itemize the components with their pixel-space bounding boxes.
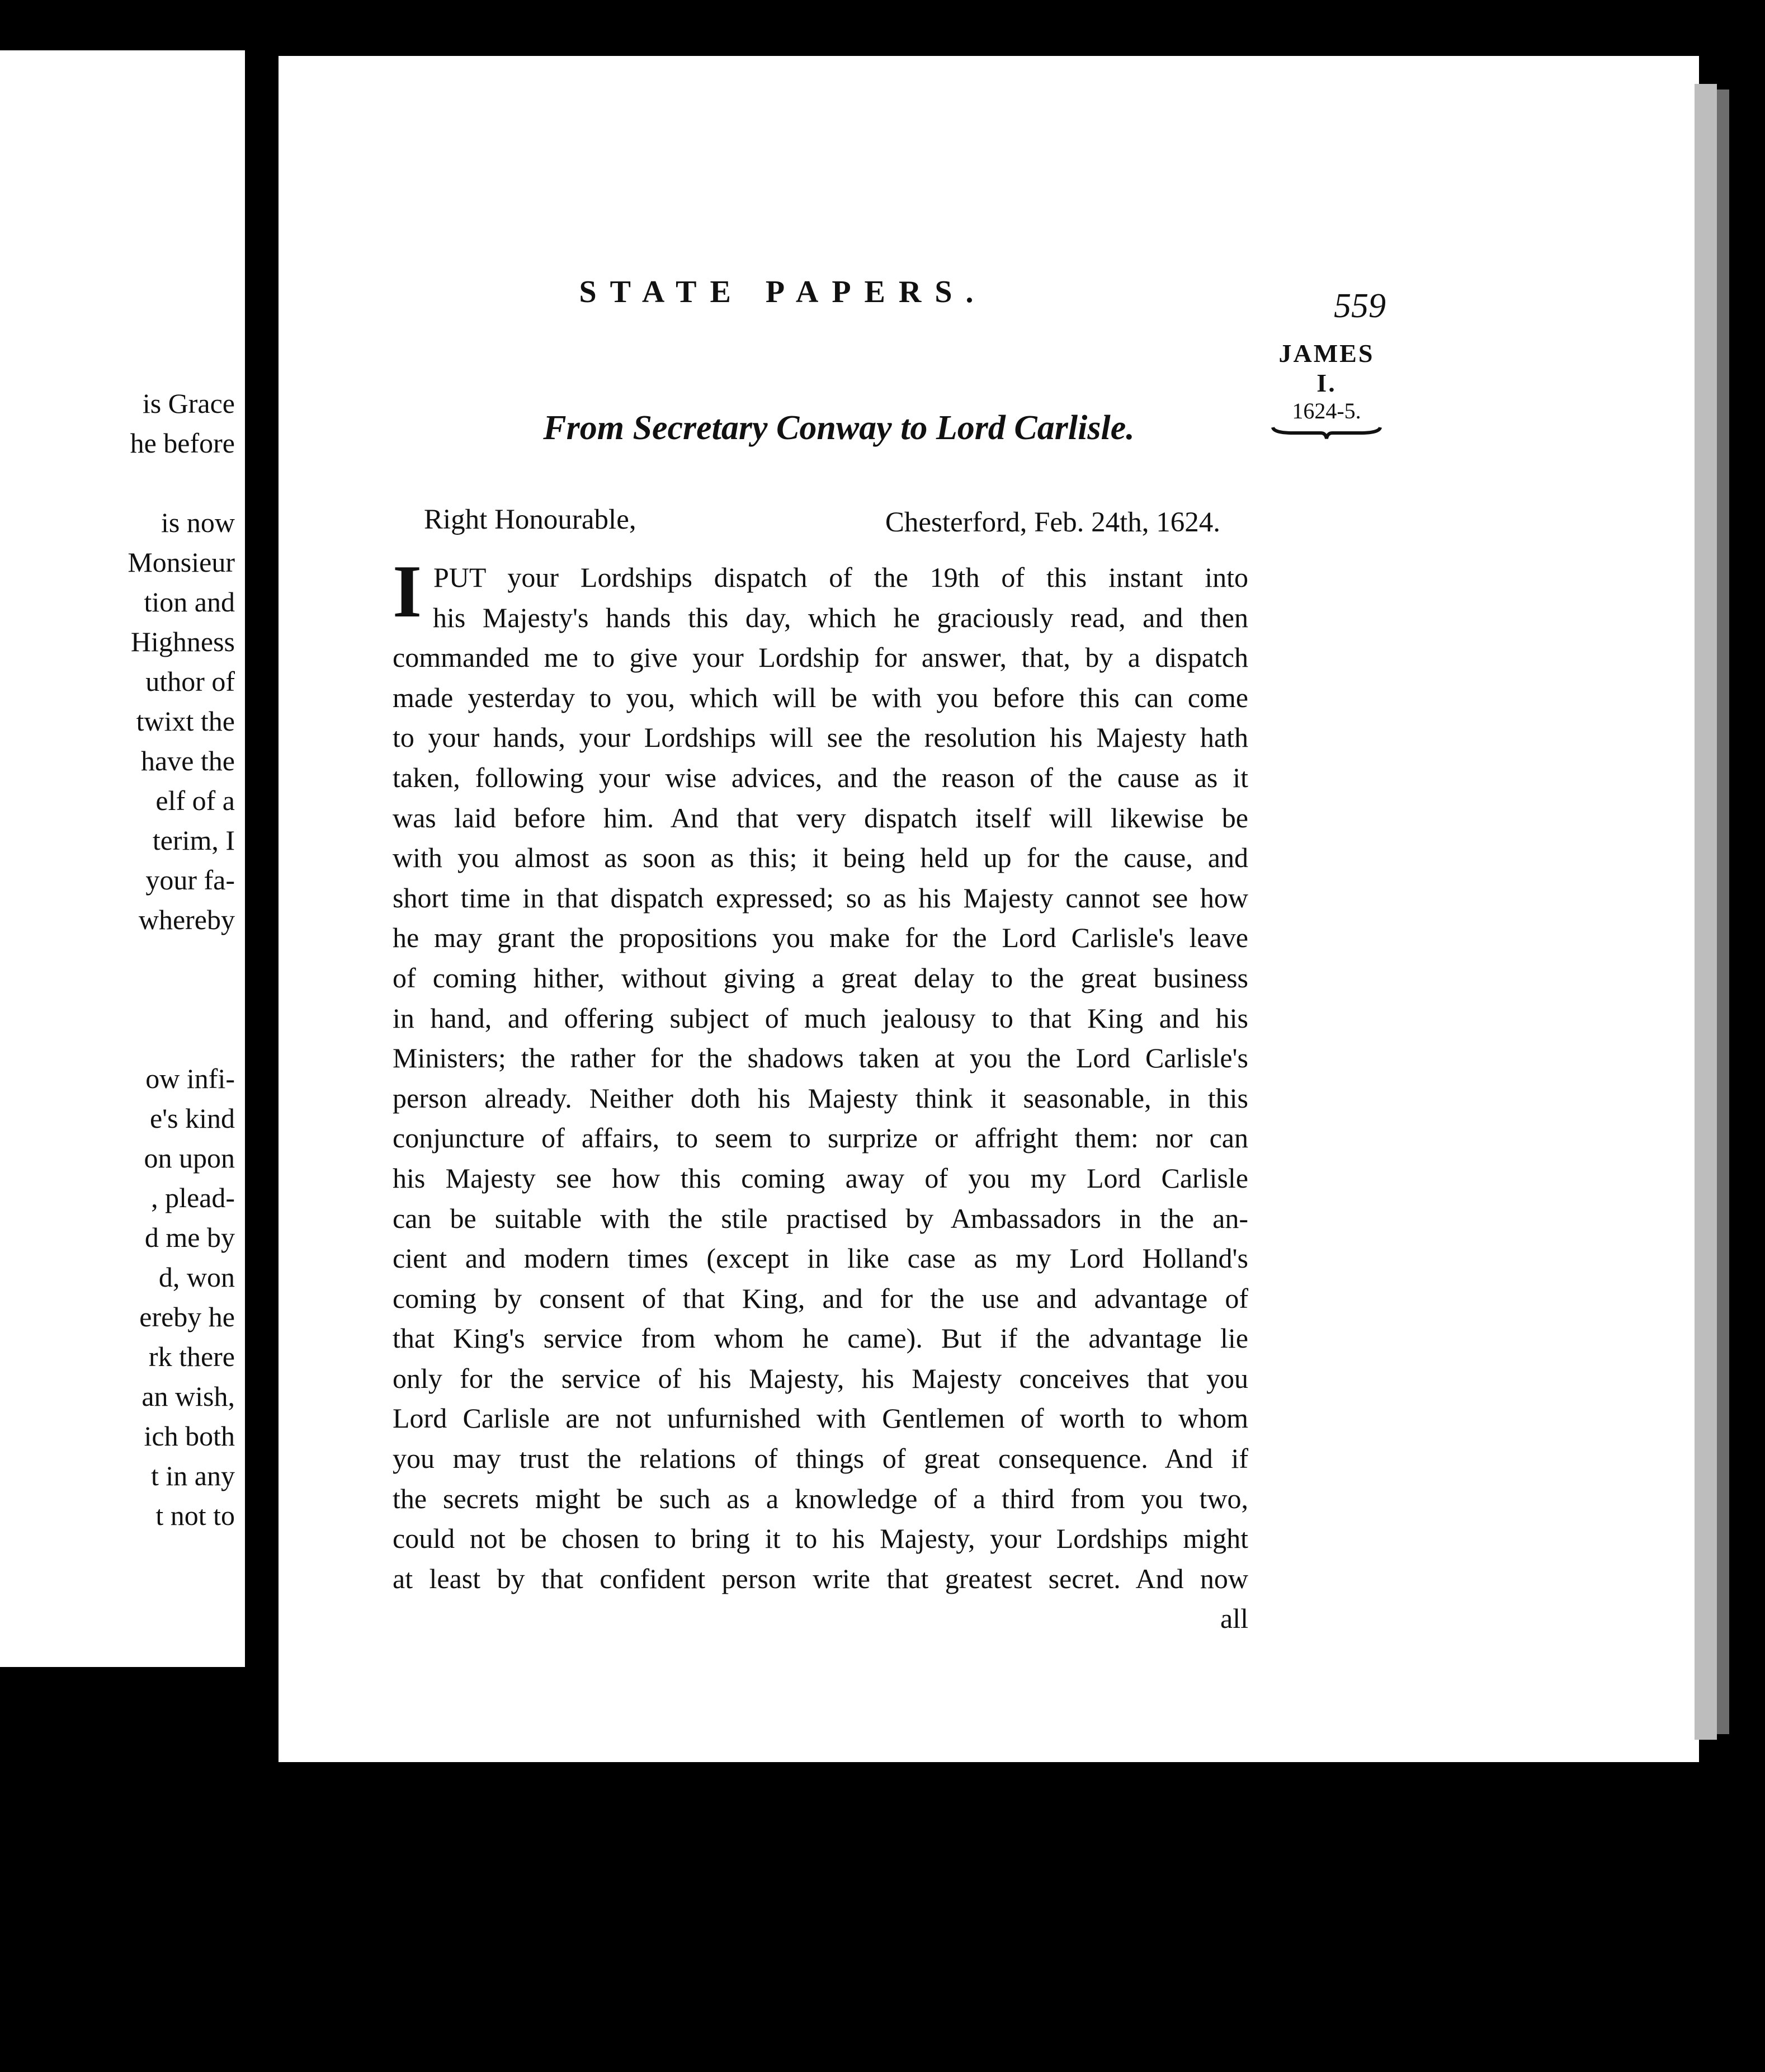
left-page-line: elf of a [155, 785, 235, 816]
salutation: Right Honourable, [424, 504, 636, 535]
left-page-line: uthor of [145, 666, 235, 697]
left-page-line: d me by [144, 1222, 235, 1253]
left-page-line [0, 463, 235, 503]
left-page-line: , plead- [151, 1182, 235, 1213]
letter-body [393, 558, 1248, 1639]
text-line: only for the service of his Majesty, his Majesty conceives that you [393, 1362, 1248, 1394]
left-page-line: is now [161, 507, 235, 538]
letter-title: From Secretary Conway to Lord Carlisle. [543, 409, 1135, 447]
text-line: commanded me to give your Lordship for answer, that, by a dispatch [393, 642, 1248, 674]
running-head: STATE PAPERS. [579, 275, 987, 309]
left-page-line: an wish, [141, 1381, 235, 1412]
text-line: Ministers; the rather for the shadows taken at you the Lord Carlisle's [393, 1042, 1248, 1074]
text-line: made yesterday to you, which will be with you before this can come [393, 681, 1248, 713]
left-page-line: he before [130, 427, 235, 459]
left-page-line: terim, I [152, 825, 235, 856]
text-line: to your hands, your Lordships will see the resolution his Majesty hath [393, 722, 1248, 754]
left-page-line [0, 940, 235, 980]
left-page-line: your fa- [145, 864, 235, 896]
left-page-line: ereby he [139, 1301, 235, 1332]
left-page-line: twixt the [136, 705, 235, 737]
book-gutter [245, 67, 279, 1667]
text-line: at least by that confident person write that greatest secret. And now [393, 1562, 1248, 1594]
page-edge-shadow [1717, 90, 1729, 1734]
text-line: the secrets might be such as a knowledge of a third from you two, [393, 1482, 1248, 1514]
left-page-text [0, 384, 235, 1536]
text-line: you may trust the relations of things of great consequence. And if [393, 1443, 1248, 1475]
place-date: Chesterford, Feb. 24th, 1624. [885, 507, 1220, 538]
text-line: person already. Neither doth his Majesty think it seasonable, in this [393, 1082, 1248, 1114]
text-line: Lord Carlisle are not unfurnished with Gentlemen of worth to whom [393, 1402, 1248, 1434]
left-page-line: is Grace [142, 388, 235, 419]
drop-cap: I [393, 550, 422, 633]
text-line: his Majesty see how this coming away of you my Lord Carlisle [393, 1162, 1248, 1194]
catchword: all [1220, 1603, 1248, 1635]
text-line: he may grant the propositions you make for the Lord Carlisle's leave [393, 922, 1248, 954]
margin-note-name: JAMES I. [1278, 339, 1375, 397]
text-line: cient and modern times (except in like case as my Lord Holland's [393, 1242, 1248, 1274]
text-line: of coming hither, without giving a great delay to the great business [393, 962, 1248, 993]
left-page-line: Highness [130, 626, 235, 657]
text-line: taken, following your wise advices, and the reason of the cause as it [393, 761, 1248, 793]
text-line: conjuncture of affairs, to seem to surprize or affright them: nor can [393, 1122, 1248, 1154]
left-page-line: rk there [148, 1341, 235, 1372]
left-page-line: t not to [155, 1500, 235, 1531]
left-page-line: have the [141, 745, 235, 776]
left-page-line: whereby [138, 904, 235, 935]
text-line: his Majesty's hands this day, which he graciously read, and then [433, 601, 1248, 633]
text-line: coming by consent of that King, and for the use and advantage of [393, 1282, 1248, 1314]
page-edge [1695, 84, 1717, 1740]
text-line: in hand, and offering subject of much jealousy to that King and his [393, 1002, 1248, 1034]
left-page-line: ow infi- [145, 1063, 235, 1094]
text-line: that King's service from whom he came). But if the advantage lie [393, 1322, 1248, 1354]
text-line: with you almost as soon as this; it being held up for the cause, and [393, 842, 1248, 874]
brace-icon [1271, 425, 1382, 440]
text-line: short time in that dispatch expressed; so as his Majesty cannot see how [393, 882, 1248, 913]
left-page [0, 50, 245, 1667]
left-page-line [0, 980, 235, 1019]
margin-note-year: 1624-5. [1292, 398, 1361, 423]
left-page-line: Monsieur [128, 547, 235, 578]
left-page-line [0, 1019, 235, 1059]
text-line: can be suitable with the stile practised by Ambassadors in the an- [393, 1202, 1248, 1234]
text-line: PUT your Lordships dispatch of the 19th of this instant into [433, 562, 1248, 593]
left-page-line: on upon [144, 1142, 235, 1174]
left-page-line: d, won [158, 1261, 235, 1293]
text-line: could not be chosen to bring it to his Majesty, your Lordships might [393, 1523, 1248, 1555]
page-number: 559 [1334, 287, 1386, 325]
text-line: was laid before him. And that very dispatch itself will likewise be [393, 802, 1248, 833]
left-page-line: ich both [144, 1420, 235, 1452]
left-page-line: e's kind [149, 1103, 235, 1134]
left-page-line: tion and [144, 586, 235, 618]
left-page-line: t in any [151, 1460, 235, 1491]
